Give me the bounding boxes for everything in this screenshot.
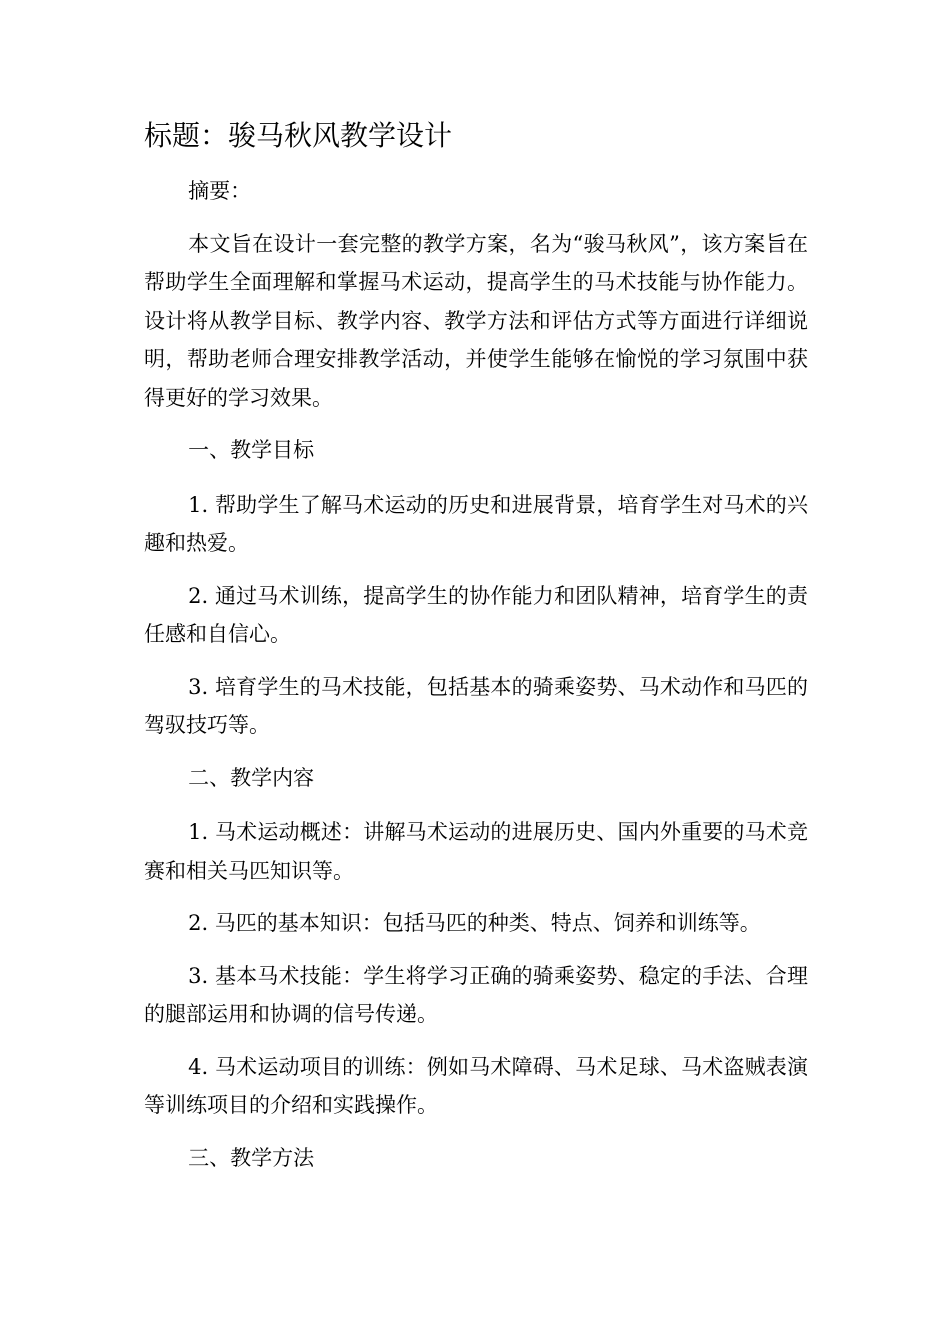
content-item-4: 4. 马术运动项目的训练：例如马术障碍、马术足球、马术盗贼表演等训练项目的介绍和实践操作。: [144, 1054, 808, 1117]
objective-item-1: 1. 帮助学生了解马术运动的历史和进展背景，培育学生对马术的兴趣和热爱。: [144, 492, 808, 555]
document-title: 标题：骏马秋风教学设计: [144, 119, 453, 152]
section-heading-content: 二、教学内容: [188, 765, 315, 790]
content-item-3: 3. 基本马术技能：学生将学习正确的骑乘姿势、稳定的手法、合理的腿部运用和协调的信号传递。: [144, 963, 808, 1026]
content-item-2: 2. 马匹的基本知识：包括马匹的种类、特点、饲养和训练等。: [188, 911, 761, 935]
abstract-label: 摘要：: [188, 179, 252, 203]
document-body: [144, 172, 808, 1193]
objective-item-3: 3. 培育学生的马术技能，包括基本的骑乘姿势、马术动作和马匹的驾驭技巧等。: [144, 674, 808, 737]
content-item-1: 1. 马术运动概述：讲解马术运动的进展历史、国内外重要的马术竞赛和相关马匹知识等。: [144, 820, 808, 883]
abstract-paragraph: 本文旨在设计一套完整的教学方案，名为“骏马秋风”，该方案旨在帮助学生全面理解和掌握马术运动，提高学生的马术技能与协作能力。设计将从教学目标、教学内容、教学方法和评估方式等方面进行详细说明，帮助老师合理安排教学活动，并使学生能够在愉悦的学习氛围中获得更好的学习效果。: [144, 231, 808, 410]
section-heading-objectives: 一、教学目标: [188, 438, 315, 462]
section-heading-methods: 三、教学方法: [188, 1145, 315, 1170]
objective-item-2: 2. 通过马术训练，提高学生的协作能力和团队精神，培育学生的责任感和自信心。: [144, 583, 808, 646]
